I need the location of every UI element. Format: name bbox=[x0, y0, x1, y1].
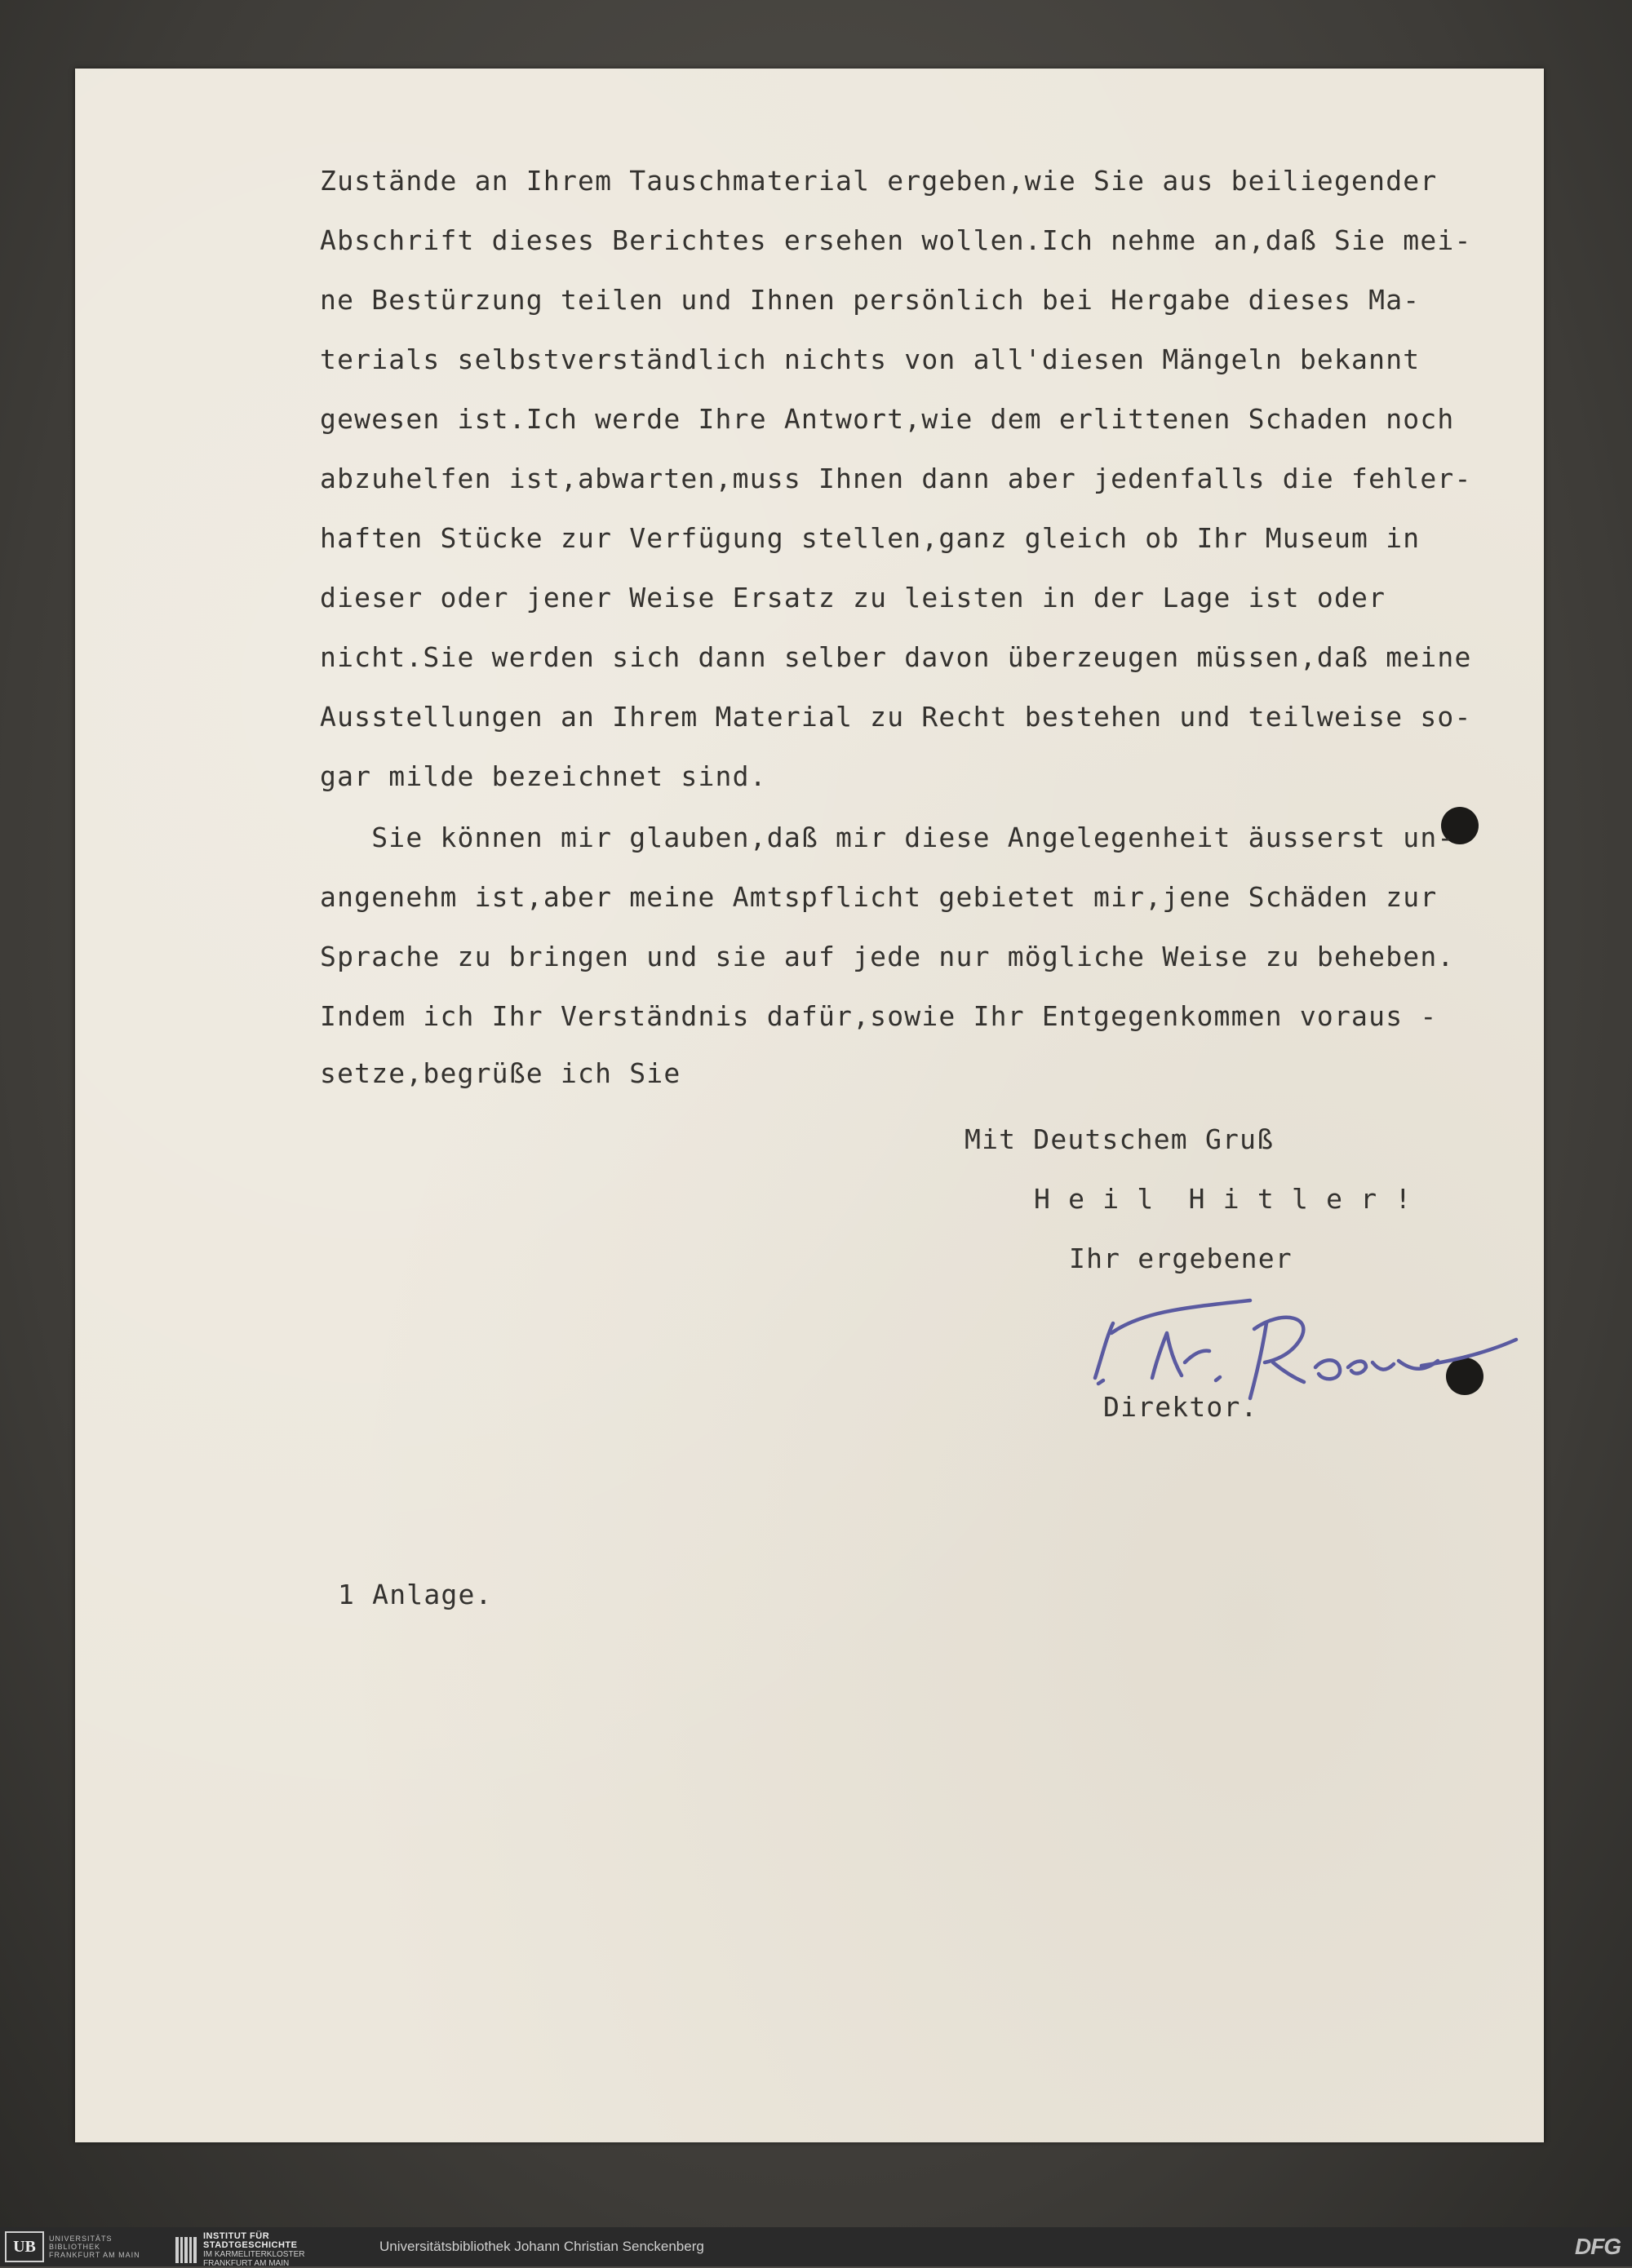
body-line: Zustände an Ihrem Tauschmaterial ergeben,wie Sie aus beiliegender bbox=[320, 165, 1438, 197]
ub-logo bbox=[5, 2232, 140, 2261]
body-line: Abschrift dieses Berichtes ersehen wollen.Ich nehme an,daß Sie mei- bbox=[320, 224, 1472, 256]
institute-logo bbox=[175, 2232, 304, 2268]
enclosure-note: 1 Anlage. bbox=[338, 1579, 493, 1610]
institute-logo-icon bbox=[175, 2237, 197, 2263]
archive-footer bbox=[0, 2227, 1632, 2266]
body-line: terials selbstverständlich nichts von all'diesen Mängeln bekannt bbox=[320, 343, 1421, 375]
body-line: haften Stücke zur Verfügung stellen,ganz gleich ob Ihr Museum in bbox=[320, 522, 1421, 554]
body-line: gewesen ist.Ich werde Ihre Antwort,wie dem erlittenen Schaden noch bbox=[320, 403, 1455, 435]
institute-logo-text: INSTITUT FÜR STADTGESCHICHTE IM KARMELITERKLOSTER FRANKFURT AM MAIN bbox=[203, 2231, 305, 2268]
closing-salute: H e i l H i t l e r ! bbox=[1034, 1183, 1412, 1215]
body-line: Sie können mir glauben,daß mir diese Angelegenheit äusserst un- bbox=[320, 822, 1455, 853]
body-line: setze,begrüße ich Sie bbox=[320, 1057, 681, 1089]
reverse-side-bleedthrough bbox=[75, 69, 1544, 2142]
body-line: dieser oder jener Weise Ersatz zu leisten in der Lage ist oder bbox=[320, 582, 1386, 614]
body-line: angenehm ist,aber meine Amtspflicht gebietet mir,jene Schäden zur bbox=[320, 881, 1438, 913]
ub-logo-text: UNIVERSITÄTS BIBLIOTHEK FRANKFURT AM MAIN bbox=[49, 2235, 140, 2259]
closing-greeting: Mit Deutschem Gruß bbox=[965, 1123, 1275, 1155]
body-line: nicht.Sie werden sich dann selber davon überzeugen müssen,daß meine bbox=[320, 641, 1472, 673]
body-line: Sprache zu bringen und sie auf jede nur mögliche Weise zu beheben. bbox=[320, 941, 1455, 972]
body-line: Ausstellungen an Ihrem Material zu Recht bestehen und teilweise so- bbox=[320, 701, 1472, 733]
body-line: ne Bestürzung teilen und Ihnen persönlich bei Hergabe dieses Ma- bbox=[320, 284, 1421, 316]
closing-yours: Ihr ergebener bbox=[1069, 1243, 1293, 1274]
body-line: Indem ich Ihr Verständnis dafür,sowie Ihr Entgegenkommen voraus - bbox=[320, 1000, 1438, 1032]
signatory-title: Direktor. bbox=[1103, 1391, 1258, 1423]
body-line: abzuhelfen ist,abwarten,muss Ihnen dann aber jedenfalls die fehler- bbox=[320, 463, 1472, 494]
library-name: Universitätsbibliothek Johann Christian Senckenberg bbox=[379, 2239, 704, 2254]
body-line: gar milde bezeichnet sind. bbox=[320, 760, 767, 792]
handwritten-signature bbox=[1079, 1292, 1519, 1406]
letter-page bbox=[75, 69, 1544, 2142]
dfg-logo: DFG bbox=[1574, 2234, 1621, 2259]
ub-logo-mark: UB bbox=[5, 2231, 44, 2262]
